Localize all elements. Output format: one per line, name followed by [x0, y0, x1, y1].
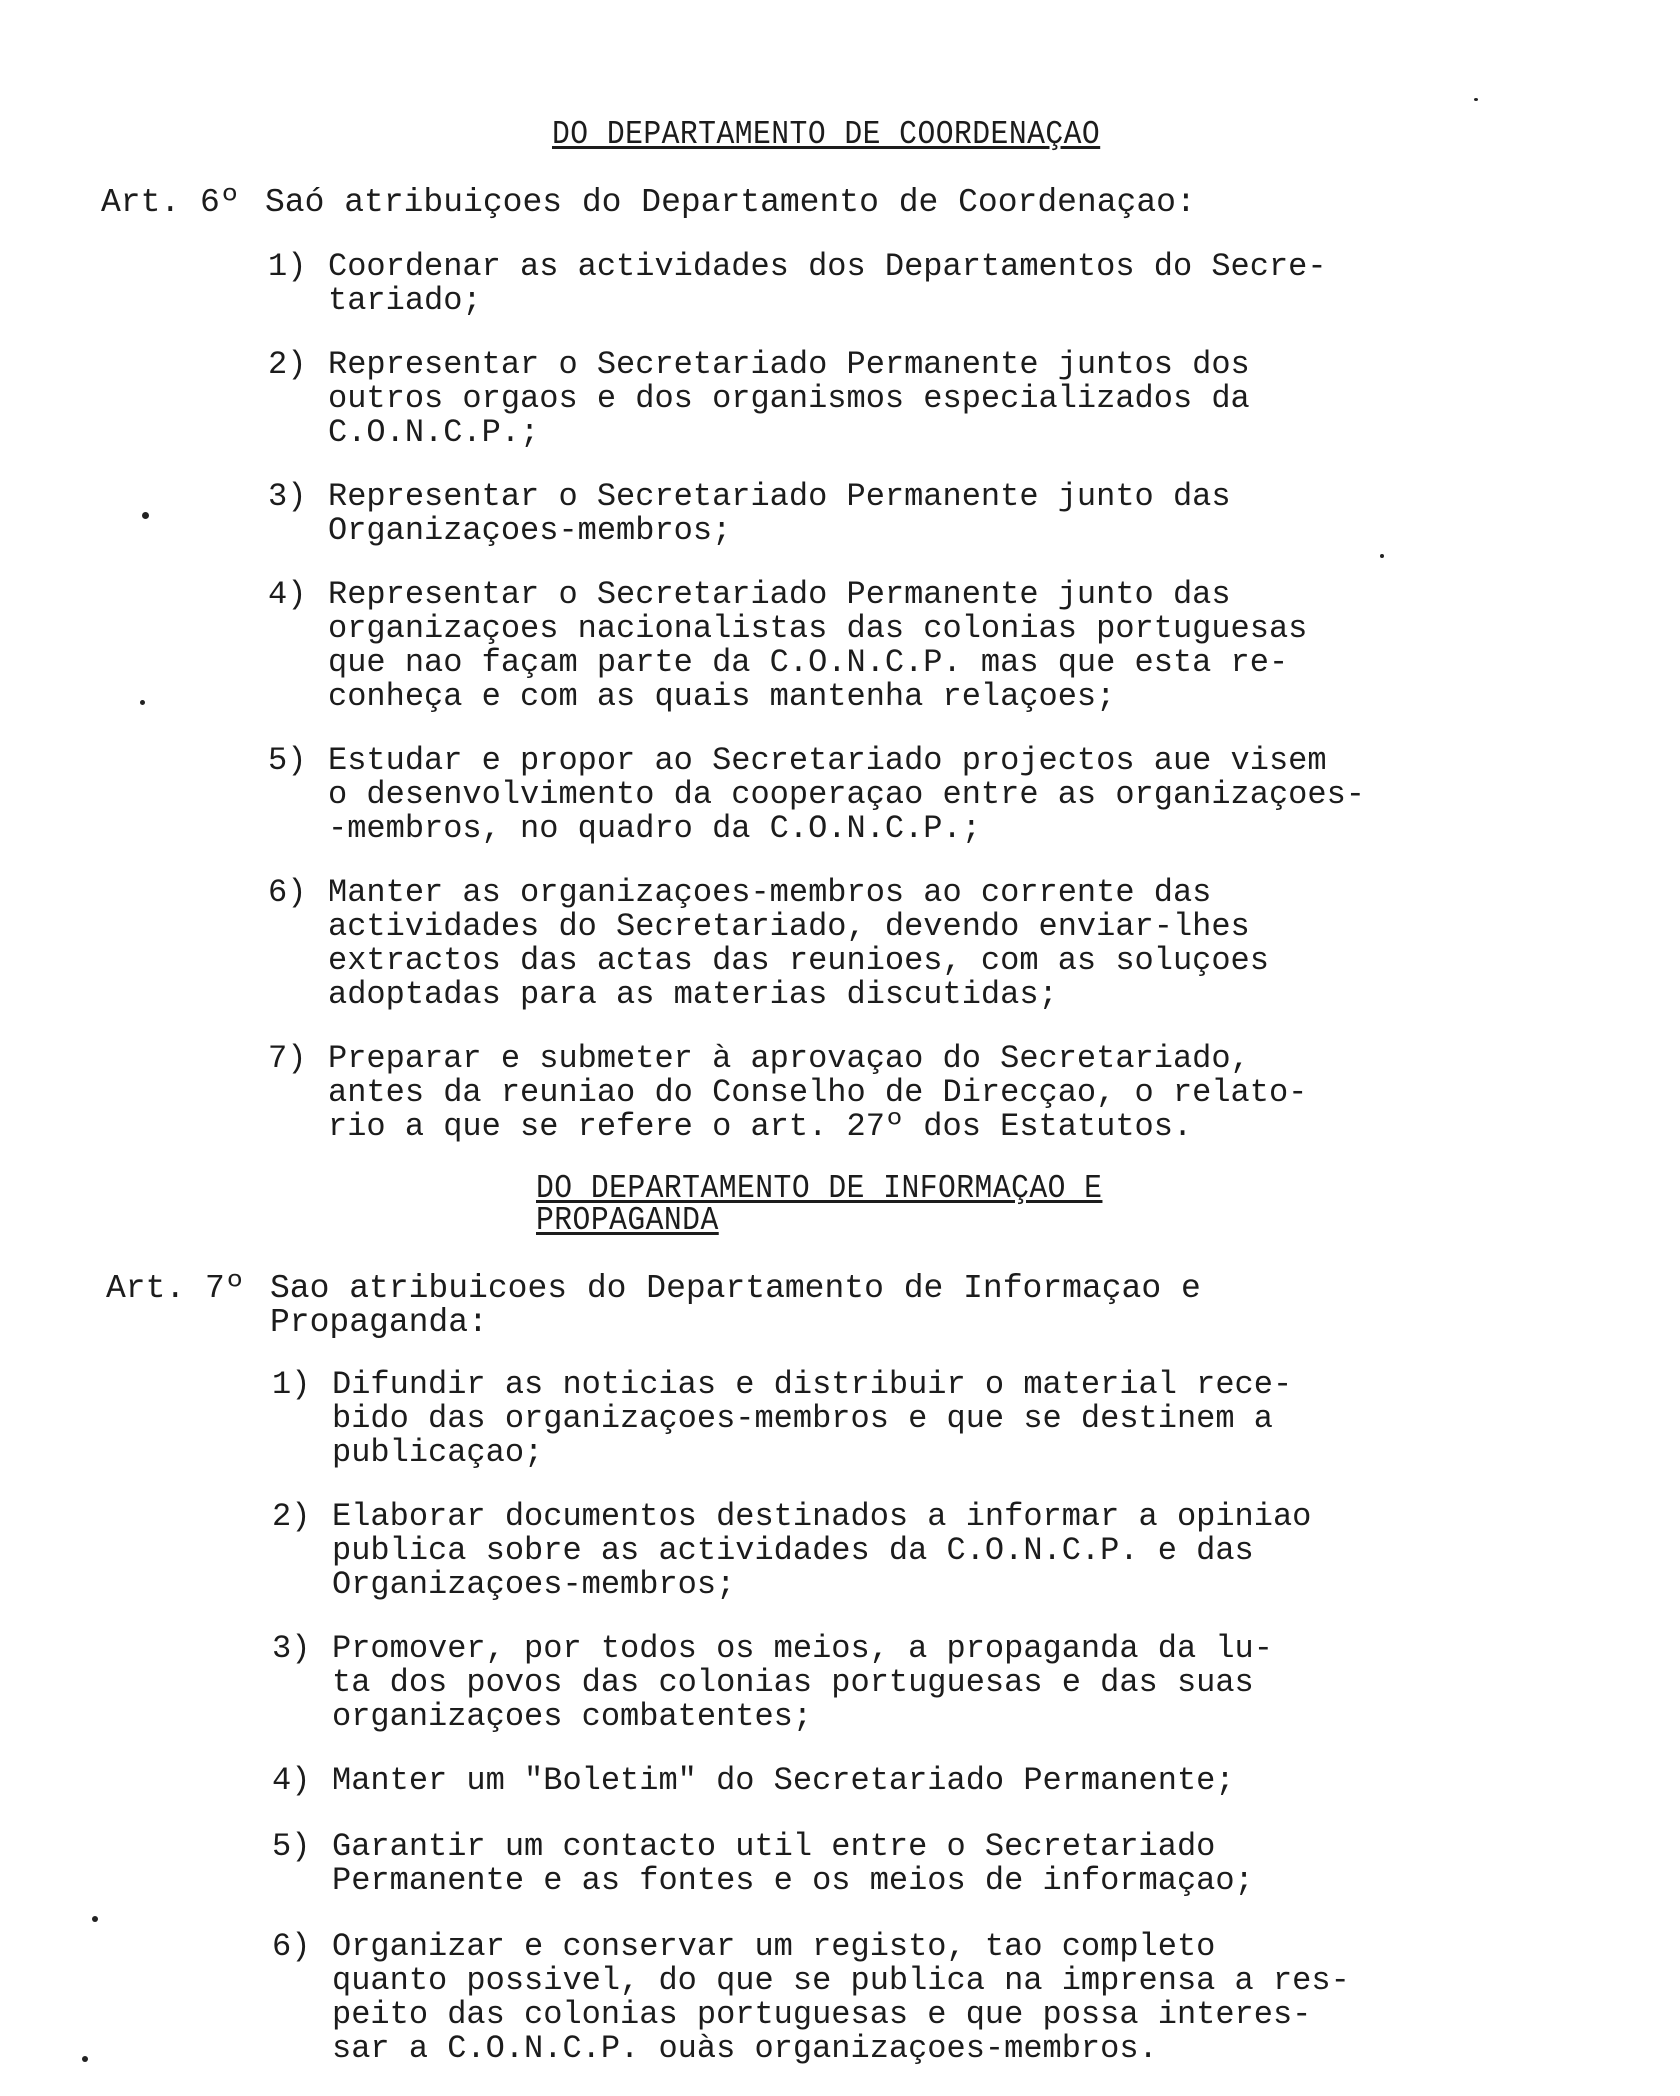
article-6-item-7	[268, 1042, 1307, 1144]
article-7-item-6	[272, 1930, 1350, 2066]
section-heading-coordenacao: DO DEPARTAMENTO DE COORDENAÇAO	[552, 116, 1101, 153]
section-heading-informacao-line-1: DO DEPARTAMENTO DE INFORMAÇAO E	[536, 1170, 1103, 1207]
article-7-label: Art. 7º	[106, 1270, 245, 1307]
item-text: Difundir as noticias e distribuir o material rece- bido das organizaçoes-membros e que se destinem a publicaçao;	[332, 1366, 1293, 1471]
item-number: 6)	[272, 1928, 311, 1965]
section-heading-informacao-line-2: PROPAGANDA	[536, 1202, 719, 1239]
article-6-label: Art. 6º	[101, 184, 240, 221]
item-number: 4)	[268, 576, 307, 613]
article-6-intro: Saó atribuiçoes do Departamento de Coordenaçao:	[265, 184, 1196, 221]
article-7-item-4	[272, 1764, 1235, 1798]
item-text: Representar o Secretariado Permanente junto das organizaçoes nacionalistas das colonias portuguesas que nao façam parte da C.O.N.C.P. mas que esta re- conheça e com as quais mantenha relaçoes;	[328, 576, 1308, 715]
item-text: Representar o Secretariado Permanente junto das Organizaçoes-membros;	[328, 478, 1231, 549]
item-text: Coordenar as actividades dos Departamentos do Secre- tariado;	[328, 248, 1327, 319]
item-number: 6)	[268, 874, 307, 911]
scan-speck	[82, 2056, 88, 2062]
article-7-item-1	[272, 1368, 1292, 1470]
item-text: Manter um "Boletim" do Secretariado Permanente;	[332, 1762, 1235, 1799]
article-6	[101, 186, 1196, 220]
item-number: 2)	[268, 346, 307, 383]
item-text: Manter as organizaçoes-membros ao corrente das actividades do Secretariado, devendo enviar-lhes extractos das actas das reunioes, com as soluçoes adoptadas para as materias discutidas;	[328, 874, 1269, 1013]
article-7	[106, 1272, 1201, 1340]
article-7-intro: Sao atribuicoes do Departamento de Informaçao e Propaganda:	[270, 1270, 1201, 1341]
scan-speck	[92, 1916, 98, 1922]
item-number: 5)	[268, 742, 307, 779]
item-number: 1)	[268, 248, 307, 285]
scan-speck	[1474, 98, 1478, 101]
item-number: 7)	[268, 1040, 307, 1077]
item-number: 4)	[272, 1762, 311, 1799]
item-text: Preparar e submeter à aprovaçao do Secretariado, antes da reuniao do Conselho de Direcçao, o relato- rio a que se refere o art. 27º dos Estatutos.	[328, 1040, 1308, 1145]
article-6-item-5	[268, 744, 1365, 846]
item-number: 1)	[272, 1366, 311, 1403]
scan-speck	[1380, 554, 1384, 558]
article-7-item-5	[272, 1830, 1254, 1898]
article-6-item-2	[268, 348, 1250, 450]
item-text: Garantir um contacto util entre o Secretariado Permanente e as fontes e os meios de informaçao;	[332, 1828, 1254, 1899]
item-text: Estudar e propor ao Secretariado projectos aue visem o desenvolvimento da cooperaçao entre as organizaçoes- -membros, no quadro da C.O.N.C.P.;	[328, 742, 1365, 847]
item-number: 2)	[272, 1498, 311, 1535]
article-6-item-6	[268, 876, 1269, 1012]
article-6-item-3	[268, 480, 1231, 548]
item-text: Promover, por todos os meios, a propaganda da lu- ta dos povos das colonias portuguesas e das suas organizaçoes combatentes;	[332, 1630, 1273, 1735]
item-number: 3)	[268, 478, 307, 515]
item-text: Elaborar documentos destinados a informar a opiniao publica sobre as actividades da C.O.N.C.P. e das Organizaçoes-membros;	[332, 1498, 1312, 1603]
article-6-item-1	[268, 250, 1327, 318]
article-6-item-4	[268, 578, 1307, 714]
scan-speck	[140, 700, 145, 705]
article-7-item-2	[272, 1500, 1311, 1602]
article-7-item-3	[272, 1632, 1273, 1734]
item-number: 5)	[272, 1828, 311, 1865]
scan-speck	[142, 512, 149, 519]
item-number: 3)	[272, 1630, 311, 1667]
item-text: Representar o Secretariado Permanente juntos dos outros orgaos e dos organismos especializados da C.O.N.C.P.;	[328, 346, 1250, 451]
item-text: Organizar e conservar um registo, tao completo quanto possivel, do que se publica na imprensa a res- peito das colonias portuguesas e que possa interes- sar a C.O.N.C.P. ouàs organizaçoes-membros.	[332, 1928, 1350, 2067]
